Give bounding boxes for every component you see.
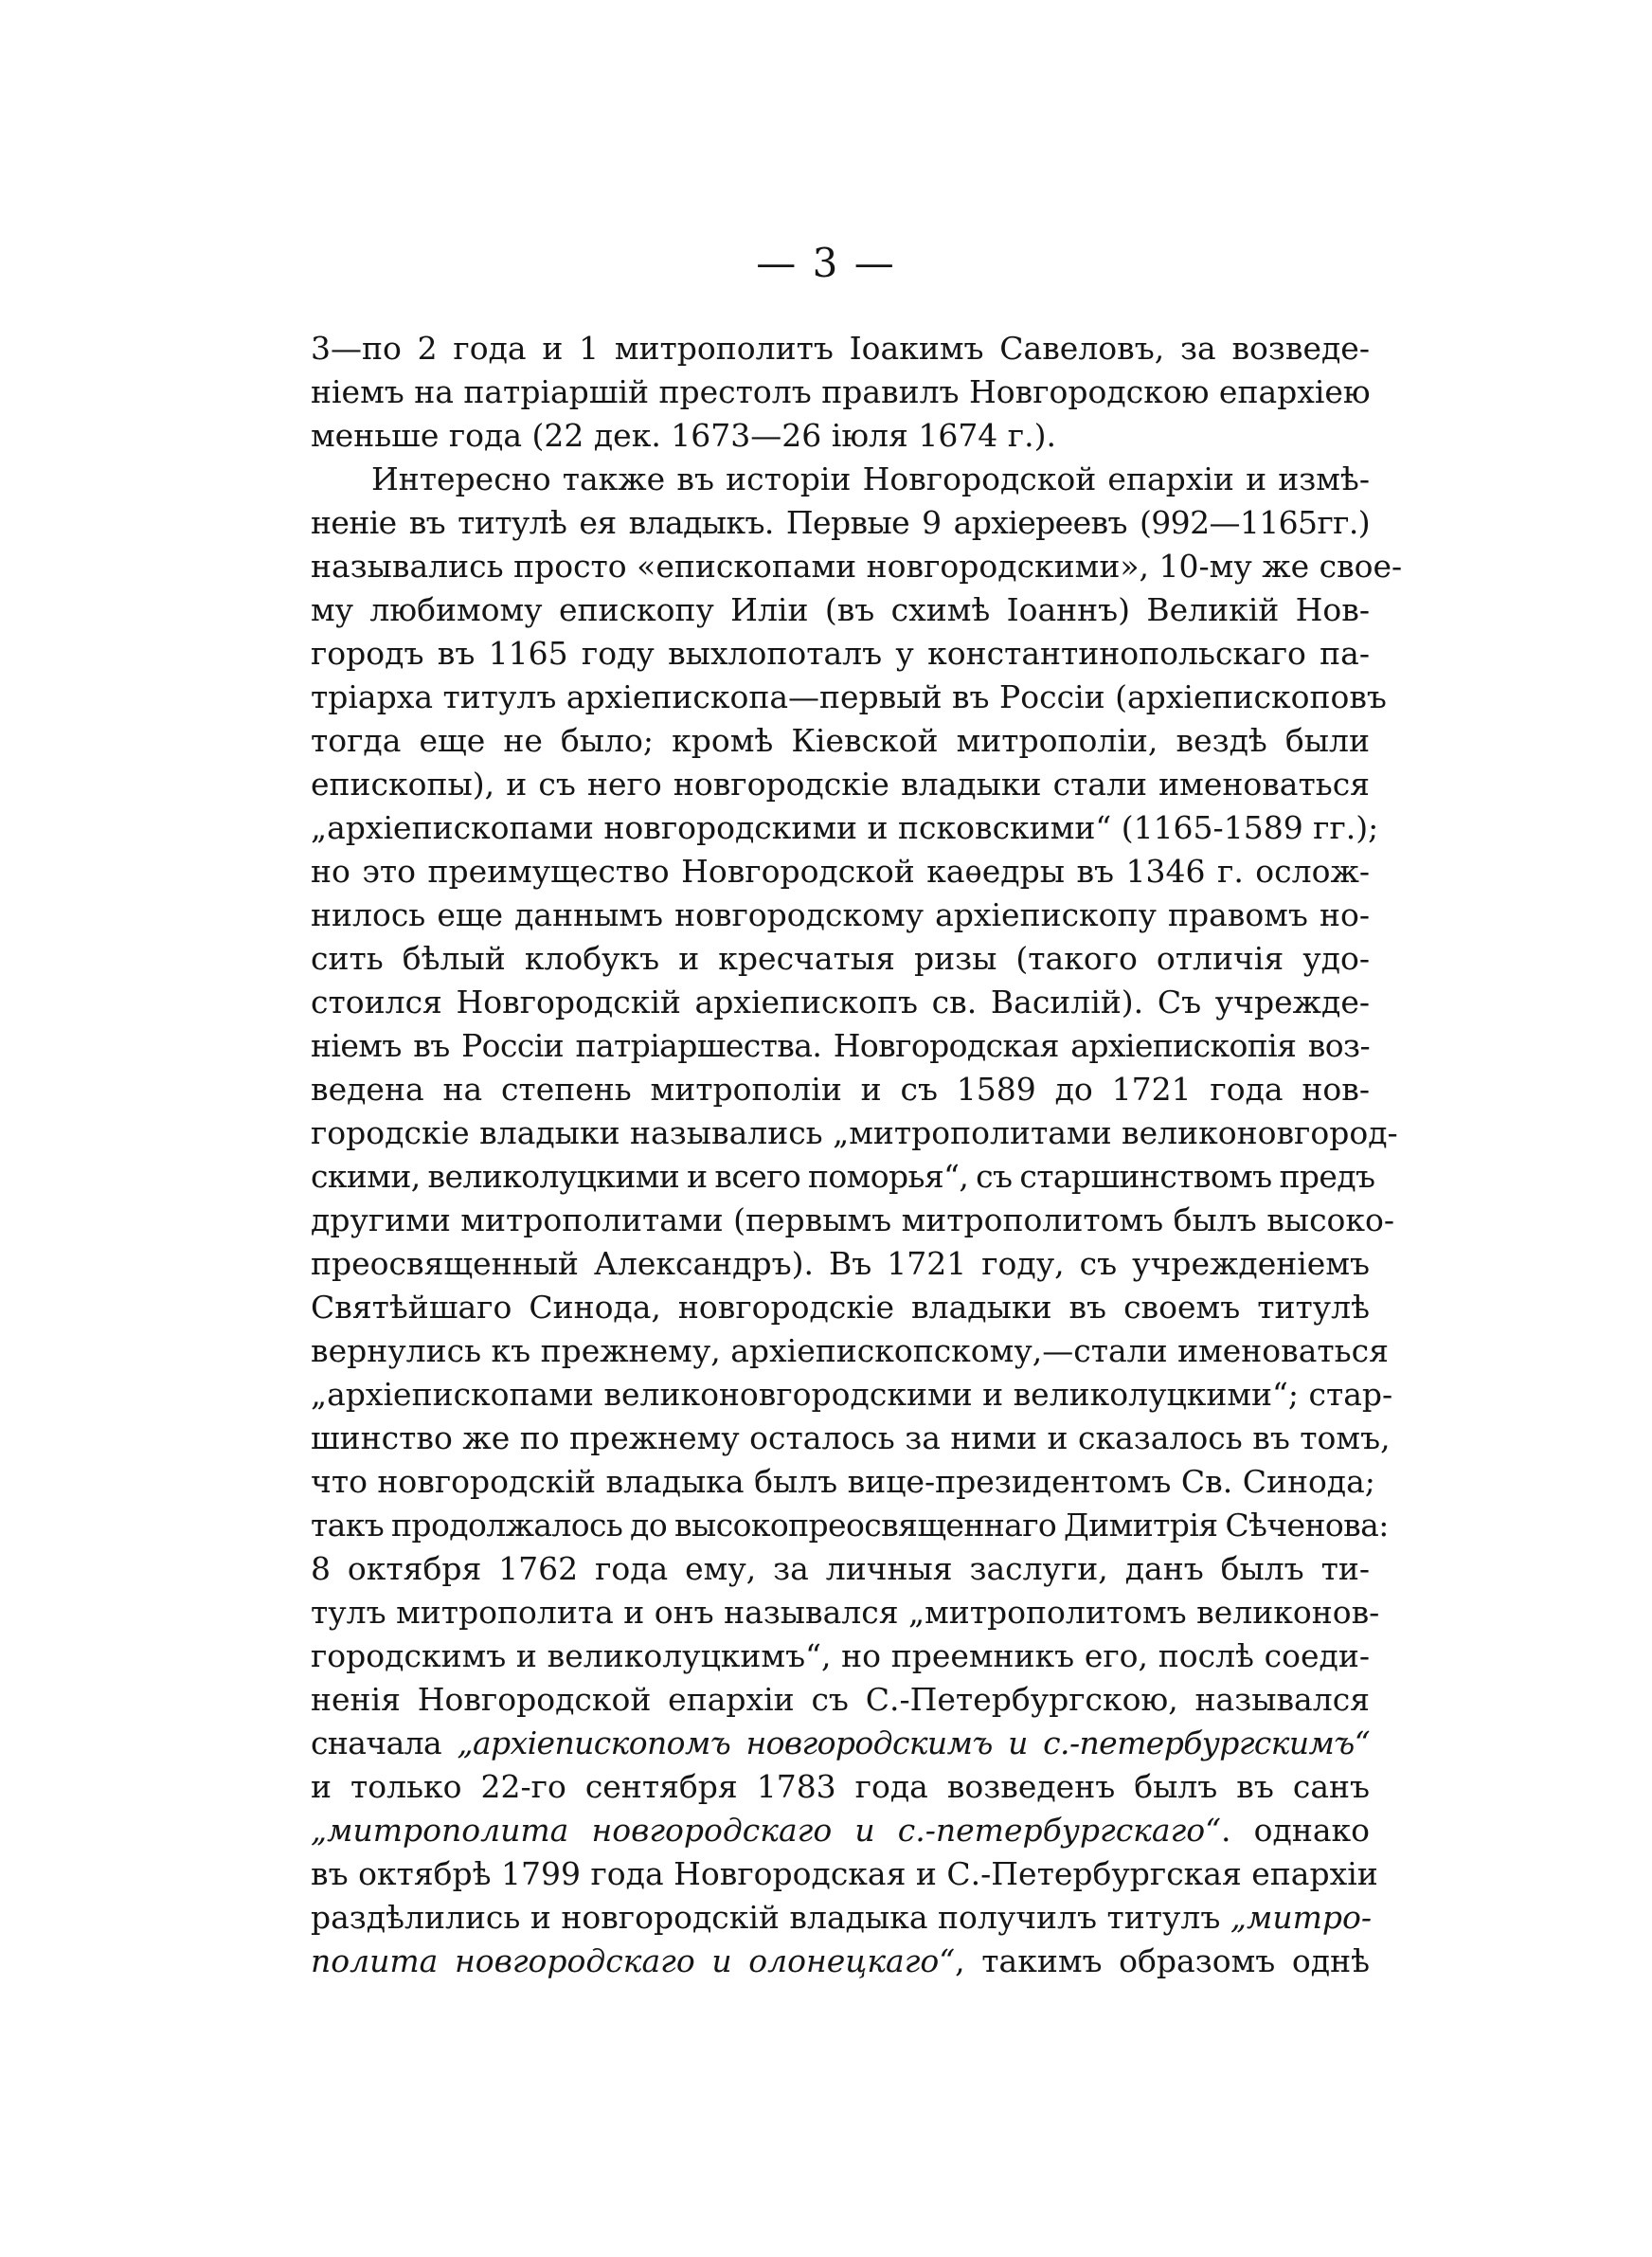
- paragraph-first-line: Интересно также въ исторіи Новгородской епархіи и измѣ-: [371, 460, 1370, 497]
- body-text: [311, 327, 1403, 1983]
- text-run: . однако: [1220, 1812, 1370, 1849]
- text-line: городскимъ и великолуцкимъ“, но преемникъ его, послѣ соеди-: [311, 1637, 1370, 1674]
- text-line: сить бѣлый клобукъ и кресчатыя ризы (такого отличія удо-: [311, 940, 1370, 977]
- text-line: „архіепископами новгородскими и псковскими“ (1165-1589 гг.);: [311, 809, 1379, 846]
- text-line: 8 октября 1762 года ему, за личныя заслуги, данъ былъ ти-: [311, 1550, 1370, 1587]
- text-line: городскіе владыки назывались „митрополитами великоновгород-: [311, 1114, 1398, 1151]
- text-run: сначала: [311, 1724, 458, 1761]
- page-number: — 3 —: [756, 240, 896, 286]
- text-run: , такимъ образомъ однѣ: [955, 1942, 1370, 1979]
- text-line: тріарха титулъ архіепископа—первый въ Россіи (архіепископовъ: [311, 678, 1387, 715]
- italic-title: полита новгородскаго и олонецкаго“: [311, 1942, 956, 1979]
- text-line: Святѣйшаго Синода, новгородскіе владыки въ своемъ титулѣ: [311, 1289, 1370, 1326]
- text-line: и только 22-го сентября 1783 года возведенъ былъ въ санъ: [311, 1768, 1370, 1805]
- text-line: другими митрополитами (первымъ митрополитомъ былъ высоко-: [311, 1201, 1395, 1238]
- text-line: 3—по 2 года и 1 митрополитъ Іоакимъ Савеловъ, за возведе-: [311, 330, 1370, 367]
- text-line: [311, 1809, 1370, 1852]
- text-line: ведена на степень митрополіи и съ 1589 до 1721 года нов-: [311, 1071, 1370, 1108]
- text-line: городъ въ 1165 году выхлопоталъ у константинопольскаго па-: [311, 635, 1370, 672]
- italic-title: „митрополита новгородскаго и с.-петербургскаго“: [311, 1812, 1221, 1849]
- italic-title: „митро-: [1230, 1899, 1373, 1936]
- text-line: [311, 1896, 1373, 1940]
- text-line: му любимому епископу Иліи (въ схимѣ Іоаннъ) Великій Нов-: [311, 591, 1370, 628]
- text-line: вернулись къ прежнему, архіепископскому,—стали именоваться: [311, 1332, 1389, 1369]
- text-line: ніемъ въ Россіи патріаршества. Новгородская архіепископія воз-: [311, 1027, 1370, 1064]
- text-line: нилось еще даннымъ новгородскому архіепископу правомъ но-: [311, 896, 1370, 933]
- text-line: но это преимущество Новгородской каѳедры въ 1346 г. ослож-: [311, 853, 1370, 890]
- italic-title: „архіепископомъ новгородскимъ и с.-петербургскимъ“: [457, 1724, 1370, 1761]
- text-line: ненія Новгородской епархіи съ С.-Петербургскою, назывался: [311, 1681, 1370, 1718]
- text-line: назывались просто «епископами новгородскими», 10-му же свое-: [311, 548, 1403, 585]
- text-line: преосвященный Александръ). Въ 1721 году, съ учрежденіемъ: [311, 1245, 1370, 1282]
- text-line: [311, 1722, 1370, 1765]
- text-line: ніемъ на патріаршій престолъ правилъ Новгородскою епархіею: [311, 373, 1371, 410]
- text-line: скими, великолуцкими и всего поморья“, съ старшинствомъ предъ: [311, 1158, 1375, 1195]
- text-line: меньше года (22 дек. 1673—26 іюля 1674 г.).: [311, 417, 1056, 454]
- text-line: [311, 1940, 1370, 1983]
- text-line: тулъ митрополита и онъ назывался „митрополитомъ великонов-: [311, 1594, 1380, 1631]
- text-line: что новгородскій владыка былъ вице-президентомъ Св. Синода;: [311, 1463, 1375, 1500]
- text-line: такъ продолжалось до высокопреосвященнаго Димитрія Сѣченова:: [311, 1507, 1389, 1544]
- text-run: раздѣлились и новгородскій владыка получилъ титулъ: [311, 1899, 1230, 1936]
- text-line: тогда еще не было; кромѣ Кіевской митрополіи, вездѣ были: [311, 722, 1370, 759]
- text-line: стоился Новгородскій архіепископъ св. Василій). Съ учрежде-: [311, 984, 1370, 1020]
- text-line: епископы), и съ него новгородскіе владыки стали именоваться: [311, 766, 1370, 803]
- text-line: „архіепископами великоновгородскими и великолуцкими“; стар-: [311, 1376, 1393, 1413]
- text-line: шинство же по прежнему осталось за ними и сказалось въ томъ,: [311, 1419, 1391, 1456]
- text-line: въ октябрѣ 1799 года Новгородская и С.-Петербургская епархіи: [311, 1855, 1378, 1892]
- text-line: неніе въ титулѣ ея владыкъ. Первые 9 архіереевъ (992—1165гг.): [311, 504, 1370, 541]
